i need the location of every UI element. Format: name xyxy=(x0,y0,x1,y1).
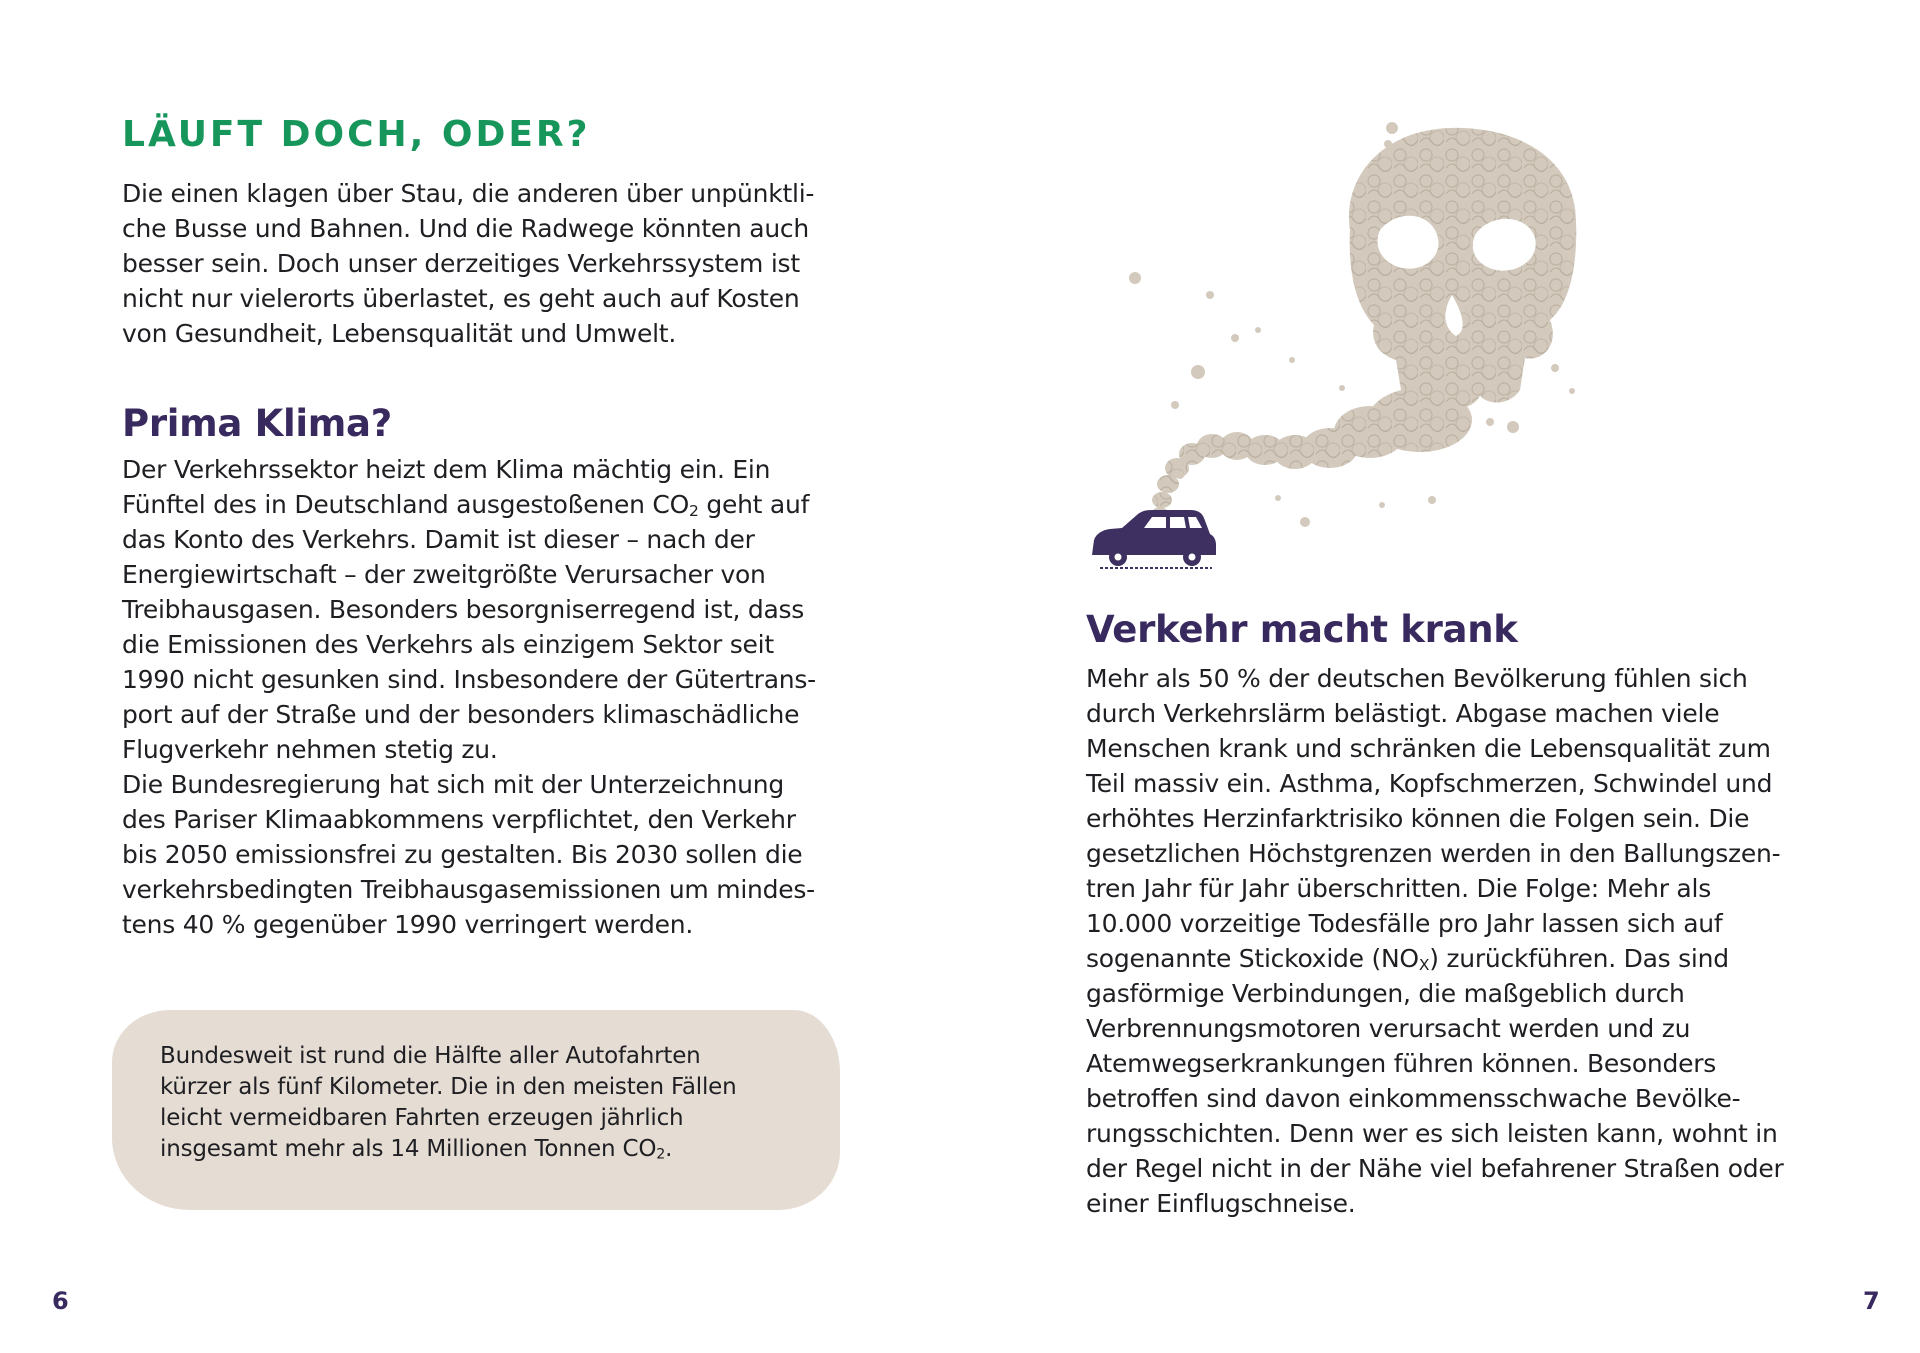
klima-text-2: geht auf das Konto des Verkehrs. Damit ist dieser – nach der Energiewirtschaft – der zweitgrößte Verursacher von Treibhausgasen. Besonders besorgniserregend ist, dass die Emissionen des Verkehrs als einzigem Sektor seit 1990 nicht gesunken sind. Insbesondere der Gütertrans- port auf der Straße und der besonders klimaschädliche Flugverkehr nehmen stetig zu. Die Bundesregierung hat sich mit der Unterzeichnung des Pariser Klimaabkommens verpflichtet, den Verkehr bis 2050 emissionsfrei zu gestalten. Bis 2030 sollen die verkehrsbedingten Treibhausgasemissionen um mindes- tens 40 % gegenüber 1990 verringert werden. xyxy=(122,490,816,939)
callout-text-2: . xyxy=(665,1136,673,1162)
krank-text-2: ) zurückführen. Das sind gasförmige Verbindungen, die maßgeblich durch Verbrennungsmotoren verursacht werden und zu Atemwegserkrankungen führen können. Besonders betroffen sind davon einkommensschwache Bevölke- rungsschichten. Denn wer es sich leisten kann, wohnt in der Regel nicht in der Nähe viel befahrener Straßen oder einer Einflugschneise. xyxy=(1086,944,1784,1218)
krank-paragraph xyxy=(1086,661,1806,1221)
section-title-krank: Verkehr macht krank xyxy=(1086,608,1518,651)
callout-text xyxy=(160,1041,810,1165)
page-kicker-title: LÄUFT DOCH, ODER? xyxy=(122,114,591,155)
klima-paragraph xyxy=(122,452,862,942)
page-number-right: 7 xyxy=(1863,1287,1880,1315)
skull-smoke-icon xyxy=(1349,128,1576,408)
callout-co2-subscript: 2 xyxy=(656,1146,666,1163)
car-icon xyxy=(1092,510,1216,568)
klima-text-1: Der Verkehrssektor heizt dem Klima mächtig ein. Ein Fünftel des in Deutschland ausgestoßenen CO xyxy=(122,455,771,519)
co2-subscript: 2 xyxy=(689,501,699,520)
exhaust-skull-illustration xyxy=(1080,120,1830,590)
intro-paragraph: Die einen klagen über Stau, die anderen über unpünktli- che Busse und Bahnen. Und die Radwege könnten auch besser sein. Doch unser derzeitiges Verkehrssystem ist nicht nur vielerorts überlastet, es geht auch auf Kosten von Gesundheit, Lebensqualität und Umwelt. xyxy=(122,179,815,348)
krank-text-1: Mehr als 50 % der deutschen Bevölkerung fühlen sich durch Verkehrslärm belästigt. Abgase machen viele Menschen krank und schränken die Lebensqualität zum Teil massiv ein. Asthma, Kopfschmerzen, Schwindel und erhöhtes Herzinfarktrisiko können die Folgen sein. Die gesetzlichen Höchstgrenzen werden in den Ballungszen- tren Jahr für Jahr überschritten. Die Folge: Mehr als 10.000 vorzeitige Todesfälle pro Jahr lassen sich auf sogenannte Stickoxide (NO xyxy=(1086,664,1781,973)
nox-subscript: X xyxy=(1418,955,1430,974)
callout-text-1: Bundesweit ist rund die Hälfte aller Autofahrten kürzer als fünf Kilometer. Die in den meisten Fällen leicht vermeidbaren Fahrten erzeugen jährlich insgesamt mehr als 14 Millionen Tonnen CO xyxy=(160,1043,737,1162)
section-title-klima: Prima Klima? xyxy=(122,402,392,445)
page-number-left: 6 xyxy=(52,1287,69,1315)
smoke-trail xyxy=(1150,388,1472,531)
